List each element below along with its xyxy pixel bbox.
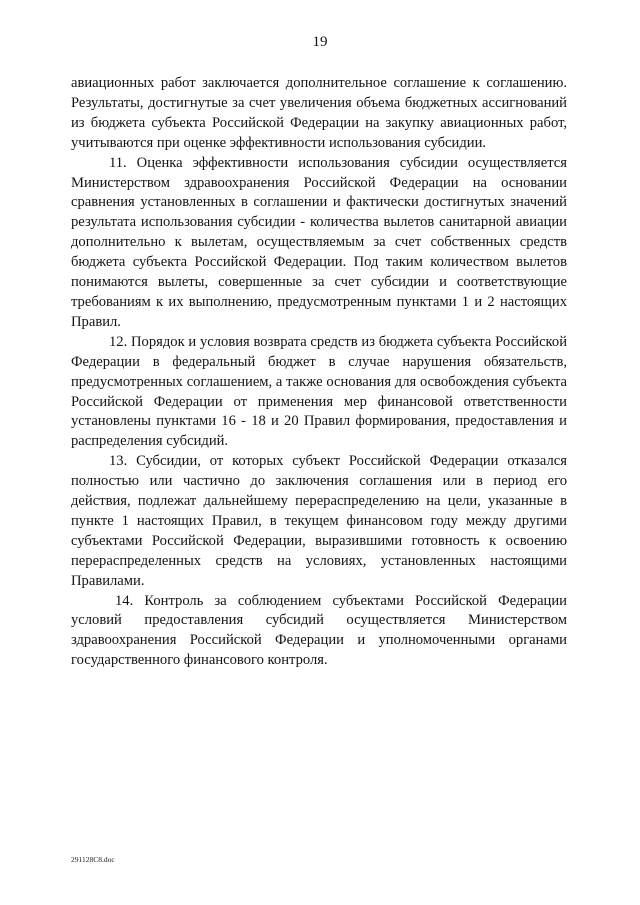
paragraph-14: 14. Контроль за соблюдением субъектами Российской Федерации условий предоставления субсидий осуществляется Министерством здравоохранения Российской Федерации и уполномоченными органами государственного финансового контроля.: [71, 592, 567, 669]
page-number: 19: [312, 34, 328, 50]
document-body: [71, 74, 567, 671]
paragraph-continuation: авиационных работ заключается дополнительное соглашение к соглашению. Результаты, достигнутые за счет увеличения объема бюджетных ассигнований из бюджета субъекта Российской Федерации на закупку авиационных работ, учитываются при оценке эффективности использования субсидии.: [71, 75, 567, 151]
paragraph-13: 13. Субсидии, от которых субъект Российской Федерации отказался полностью или частично до заключения соглашения или в период его действия, подлежат дальнейшему перераспределению на цели, указанные в пункте 1 настоящих Правил, в текущем финансовом году между другими субъектами Российской Федерации, выразившими готовность к освоению перераспределенных средств на условиях, установленных настоящими Правилами.: [71, 453, 567, 589]
paragraph-12: 12. Порядок и условия возврата средств из бюджета субъекта Российской Федерации в федеральный бюджет в случае нарушения обязательств, предусмотренных соглашением, а также основания для освобождения субъекта Российской Федерации от применения мер финансовой ответственности установлены пунктами 16 - 18 и 20 Правил формирования, предоставления и распределения субсидий.: [71, 333, 567, 450]
document-file-code: 291128C8.doc: [71, 855, 115, 864]
paragraph-11: 11. Оценка эффективности использования субсидии осуществляется Министерством здравоохранения Российской Федерации на основании сравнения установленных в соглашении и фактически достигнутых значений результата использования субсидии - количества вылетов санитарной авиации дополнительно к вылетам, осуществляемым за счет собственных средств бюджета субъекта Российской Федерации. Под таким количеством вылетов понимаются вылеты, совершенные за счет субсидии и соответствующие требованиям к их выполнению, предусмотренным пунктами 1 и 2 настоящих Правил.: [71, 154, 567, 330]
